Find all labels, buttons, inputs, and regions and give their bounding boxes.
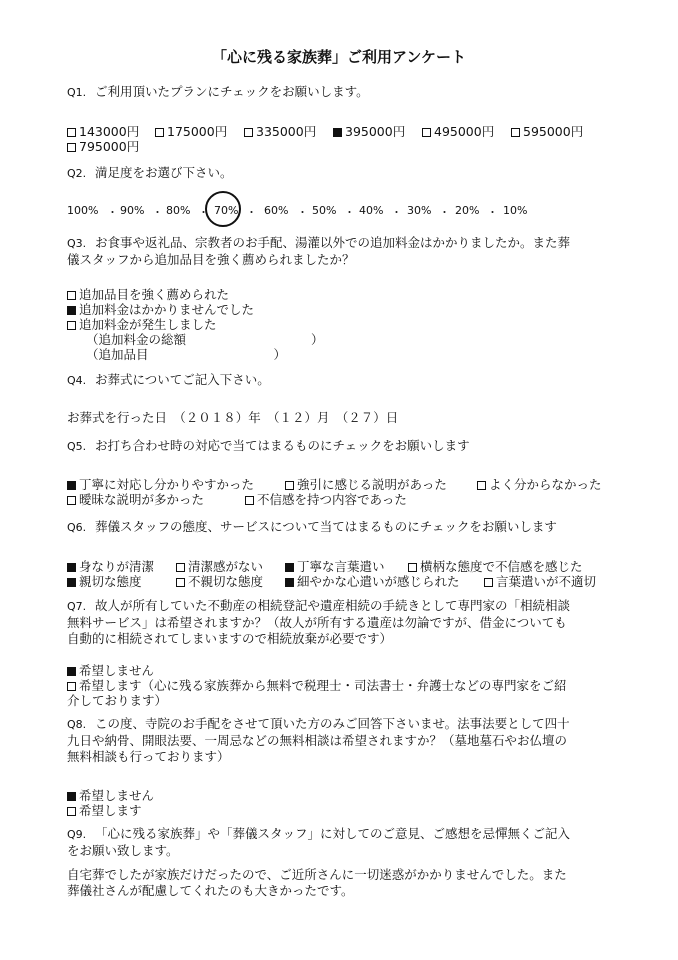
q1-option[interactable]: 143000円	[67, 122, 139, 140]
q3-option[interactable]: 追加料金が発生しました	[67, 315, 217, 333]
checkbox[interactable]	[155, 128, 164, 137]
checkbox[interactable]	[67, 682, 76, 691]
q1-question	[67, 82, 369, 100]
scale-option-selected[interactable]: 70%	[214, 204, 239, 217]
scale-separator: ・	[246, 206, 257, 219]
q7-number: Q7.	[67, 600, 87, 613]
q3-option[interactable]: 追加料金はかかりませんでした	[67, 300, 254, 318]
checkbox[interactable]	[477, 481, 486, 490]
q1-number: Q1.	[67, 86, 87, 99]
q6-question: Q6. 葬儀スタッフの態度、サービスについて当てはまるものにチェックをお願いします	[67, 519, 557, 534]
q7-option[interactable]: 希望しません	[67, 661, 154, 679]
q6-option[interactable]: 身なりが清潔	[67, 557, 154, 575]
checkbox[interactable]	[244, 128, 253, 137]
q1-option[interactable]: 495000円	[422, 122, 494, 140]
checkbox[interactable]	[176, 563, 185, 572]
q1-text: ご利用頂いたプランにチェックをお願いします。	[95, 84, 369, 99]
q5-option[interactable]: 丁寧に対応し分かりやすかった	[67, 475, 254, 493]
q8-option[interactable]: 希望しません	[67, 786, 154, 804]
q9-number: Q9.	[67, 828, 87, 841]
q1-option[interactable]: 175000円	[155, 122, 227, 140]
checkbox-checked[interactable]	[285, 563, 294, 572]
q4-number: Q4.	[67, 374, 87, 387]
q4-question: Q4. お葬式についてご記入下さい。	[67, 372, 270, 387]
q9-answer: 自宅葬でしたが家族だけだったので、ご近所さんに一切迷惑がかかりませんでした。また 葬儀社さんが配慮してくれたのも大きかったです。	[67, 867, 567, 898]
scale-option[interactable]: 90%	[120, 204, 145, 217]
checkbox-checked[interactable]	[67, 578, 76, 587]
q5-option[interactable]: 曖昧な説明が多かった	[67, 490, 204, 508]
scale-separator: ・	[439, 206, 450, 219]
checkbox-checked[interactable]	[67, 792, 76, 801]
scale-option[interactable]: 50%	[312, 204, 337, 217]
q5-number: Q5.	[67, 440, 87, 453]
checkbox-checked[interactable]	[67, 481, 76, 490]
checkbox-checked[interactable]	[67, 667, 76, 676]
scale-separator: ・	[344, 206, 355, 219]
scale-option[interactable]: 80%	[166, 204, 191, 217]
additional-fee-total: （追加料金の総額 ）	[86, 332, 324, 347]
q6-option[interactable]: 不親切な態度	[176, 572, 263, 590]
q1-option[interactable]: 795000円	[67, 137, 139, 155]
scale-separator: ・	[487, 206, 498, 219]
funeral-date: お葬式を行った日 （２０１８）年 （１２）月 （２７）日	[67, 410, 399, 425]
checkbox[interactable]	[285, 481, 294, 490]
checkbox-checked[interactable]	[333, 128, 342, 137]
checkbox[interactable]	[67, 143, 76, 152]
q6-option[interactable]: 丁寧な言葉遣い	[285, 557, 385, 575]
checkbox[interactable]	[484, 578, 493, 587]
checkbox[interactable]	[67, 496, 76, 505]
q2-question	[67, 163, 233, 181]
scale-separator: ・	[152, 206, 163, 219]
q5-option[interactable]: 強引に感じる説明があった	[285, 475, 447, 493]
q1-option[interactable]: 335000円	[244, 122, 316, 140]
q5-question: Q5. お打ち合わせ時の対応で当てはまるものにチェックをお願いします	[67, 438, 470, 453]
q8-question: Q8. この度、寺院のお手配をさせて頂いた方のみご回答下さいませ。法事法要として四十 九日や納骨、開眼法要、一周忌などの無料相談は希望されますか？（墓地墓石やお仏壇の 無料相談も行っております）	[67, 716, 570, 764]
checkbox-checked[interactable]	[67, 563, 76, 572]
checkbox[interactable]	[67, 321, 76, 330]
scale-separator: ・	[391, 206, 402, 219]
q6-option[interactable]: 清潔感がない	[176, 557, 263, 575]
q6-option[interactable]: 言葉遣いが不適切	[484, 572, 596, 590]
selection-circle	[205, 191, 241, 227]
scale-option[interactable]: 30%	[407, 204, 432, 217]
checkbox[interactable]	[67, 128, 76, 137]
checkbox[interactable]	[245, 496, 254, 505]
scale-option[interactable]: 40%	[359, 204, 384, 217]
checkbox[interactable]	[408, 563, 417, 572]
q3-option[interactable]: 追加品目を強く薦められた	[67, 285, 229, 303]
q3-number: Q3.	[67, 237, 87, 250]
q5-option[interactable]: 不信感を持つ内容であった	[245, 490, 407, 508]
q9-question: Q9. 「心に残る家族葬」や「葬儀スタッフ」に対してのご意見、ご感想を忌憚無くご記入 をお願い致します。	[67, 826, 571, 858]
q6-option[interactable]: 親切な態度	[67, 572, 142, 590]
q7-question: Q7. 故人が所有していた不動産の相続登記や遺産相続の手続きとして専門家の「相続相談 無料サービス」は希望されますか？（故人が所有する遺産は勿論ですが、借金についても 自動的に相続されてしまいますので相続放棄が必要です）	[67, 598, 571, 646]
survey-title: 「心に残る家族葬」ご利用アンケート	[211, 48, 467, 66]
scale-separator: ・	[198, 206, 209, 219]
checkbox[interactable]	[422, 128, 431, 137]
q6-option[interactable]: 横柄な態度で不信感を感じた	[408, 557, 583, 575]
scale-separator: ・	[107, 206, 118, 219]
q5-option[interactable]: よく分からなかった	[477, 475, 602, 493]
scale-separator: ・	[297, 206, 308, 219]
scale-option[interactable]: 10%	[503, 204, 528, 217]
q1-option[interactable]: 595000円	[511, 122, 583, 140]
scale-option[interactable]: 20%	[455, 204, 480, 217]
q8-option[interactable]: 希望します	[67, 801, 142, 819]
checkbox-checked[interactable]	[67, 306, 76, 315]
checkbox[interactable]	[67, 807, 76, 816]
checkbox[interactable]	[511, 128, 520, 137]
q3-question: Q3. お食事や返礼品、宗教者のお手配、湯灌以外での追加料金はかかりましたか。また葬 儀スタッフから追加品目を強く薦められましたか？	[67, 235, 571, 267]
q2-number: Q2.	[67, 167, 87, 180]
scale-option[interactable]: 60%	[264, 204, 289, 217]
additional-items: （追加品目 ）	[86, 347, 287, 362]
q6-option[interactable]: 細やかな心遣いが感じられた	[285, 572, 460, 590]
q7-option-continuation: 介しております）	[67, 693, 168, 708]
checkbox[interactable]	[67, 291, 76, 300]
checkbox-checked[interactable]	[285, 578, 294, 587]
q6-number: Q6.	[67, 521, 87, 534]
checkbox[interactable]	[176, 578, 185, 587]
scale-option[interactable]: 100%	[67, 204, 99, 217]
q7-option[interactable]: 希望します（心に残る家族葬から無料で税理士・司法書士・弁護士などの専門家をご紹	[67, 676, 567, 694]
q2-text: 満足度をお選び下さい。	[95, 165, 233, 180]
q1-option[interactable]: 395000円	[333, 122, 405, 140]
q8-number: Q8.	[67, 718, 87, 731]
